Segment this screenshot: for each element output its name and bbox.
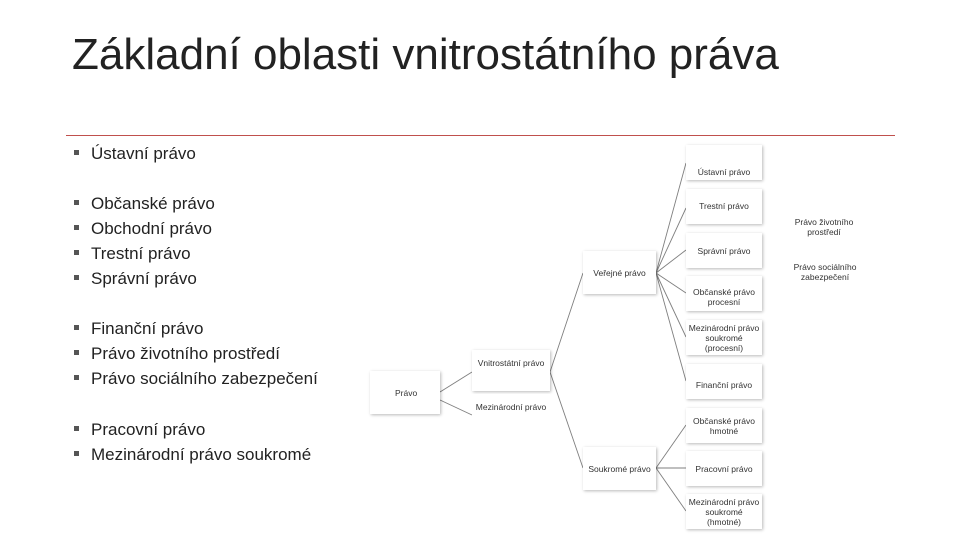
- node-verejne: [583, 251, 656, 294]
- node-obcanske-procesni-label: Občanské právo procesní: [693, 287, 755, 307]
- node-mezinarodni: [472, 394, 550, 435]
- node-trestni-label: Trestní právo: [699, 201, 749, 211]
- node-mps-procesni-label: Mezinárodní právo soukromé (procesní): [688, 322, 760, 353]
- node-mps-procesni: [686, 320, 762, 355]
- node-verejne-label: Veřejné právo: [593, 267, 646, 278]
- node-vnitrostatni: [472, 350, 550, 391]
- node-root-label: Právo: [395, 387, 418, 398]
- bullet-text: Mezinárodní právo soukromé: [91, 445, 312, 464]
- bullet-text: Právo životního prostředí: [91, 344, 280, 363]
- node-vnitrostatni-label: Vnitrostátní právo: [477, 358, 545, 368]
- connector: [656, 250, 686, 273]
- node-spravni: [686, 233, 762, 268]
- node-trestni: [686, 189, 762, 224]
- connector: [550, 273, 583, 372]
- connector: [440, 400, 472, 415]
- connector: [550, 372, 583, 468]
- bullet-text: Trestní právo: [91, 244, 191, 263]
- node-soukrome-label: Soukromé právo: [588, 463, 651, 474]
- node-obcanske-hmotne: [686, 408, 762, 443]
- bullet-text: Ústavní právo: [91, 144, 196, 163]
- bullet-text: Pracovní právo: [91, 420, 206, 439]
- node-pracovni-label: Pracovní právo: [695, 463, 753, 474]
- node-obcanske-procesni: [686, 276, 762, 311]
- node-root: [370, 371, 440, 414]
- bullet-text: Obchodní právo: [91, 219, 212, 238]
- bullet-text: Finanční právo: [91, 319, 204, 338]
- connector: [656, 468, 686, 511]
- node-ustavni-label: Ústavní právo: [697, 167, 751, 177]
- node-mps-hmotne-label: Mezinárodní právo soukromé (hmotné): [688, 496, 760, 527]
- node-financni-label: Finanční právo: [695, 380, 753, 390]
- bullet-text: Správní právo: [91, 269, 197, 288]
- node-obcanske-hmotne-label: Občanské právo hmotné: [693, 415, 755, 436]
- label-socialni-zabezpeceni: Právo sociálního zabezpečení: [793, 262, 857, 282]
- node-pracovni: [686, 451, 762, 486]
- label-zivotni-prostredi: Právo životního prostředí: [794, 217, 854, 237]
- slide-title: Základní oblasti vnitrostátního práva: [72, 30, 779, 79]
- node-mps-hmotne: [686, 494, 762, 529]
- bullet-text: Občanské právo: [91, 194, 215, 213]
- node-mezinarodni-label: Mezinárodní právo: [475, 402, 547, 412]
- node-ustavni: [686, 145, 762, 180]
- bullet-text: Právo sociálního zabezpečení: [91, 369, 318, 388]
- connector: [440, 372, 472, 392]
- node-financni: [686, 364, 762, 399]
- node-soukrome: [583, 447, 656, 490]
- connector: [656, 425, 686, 468]
- node-spravni-label: Správní právo: [697, 245, 751, 256]
